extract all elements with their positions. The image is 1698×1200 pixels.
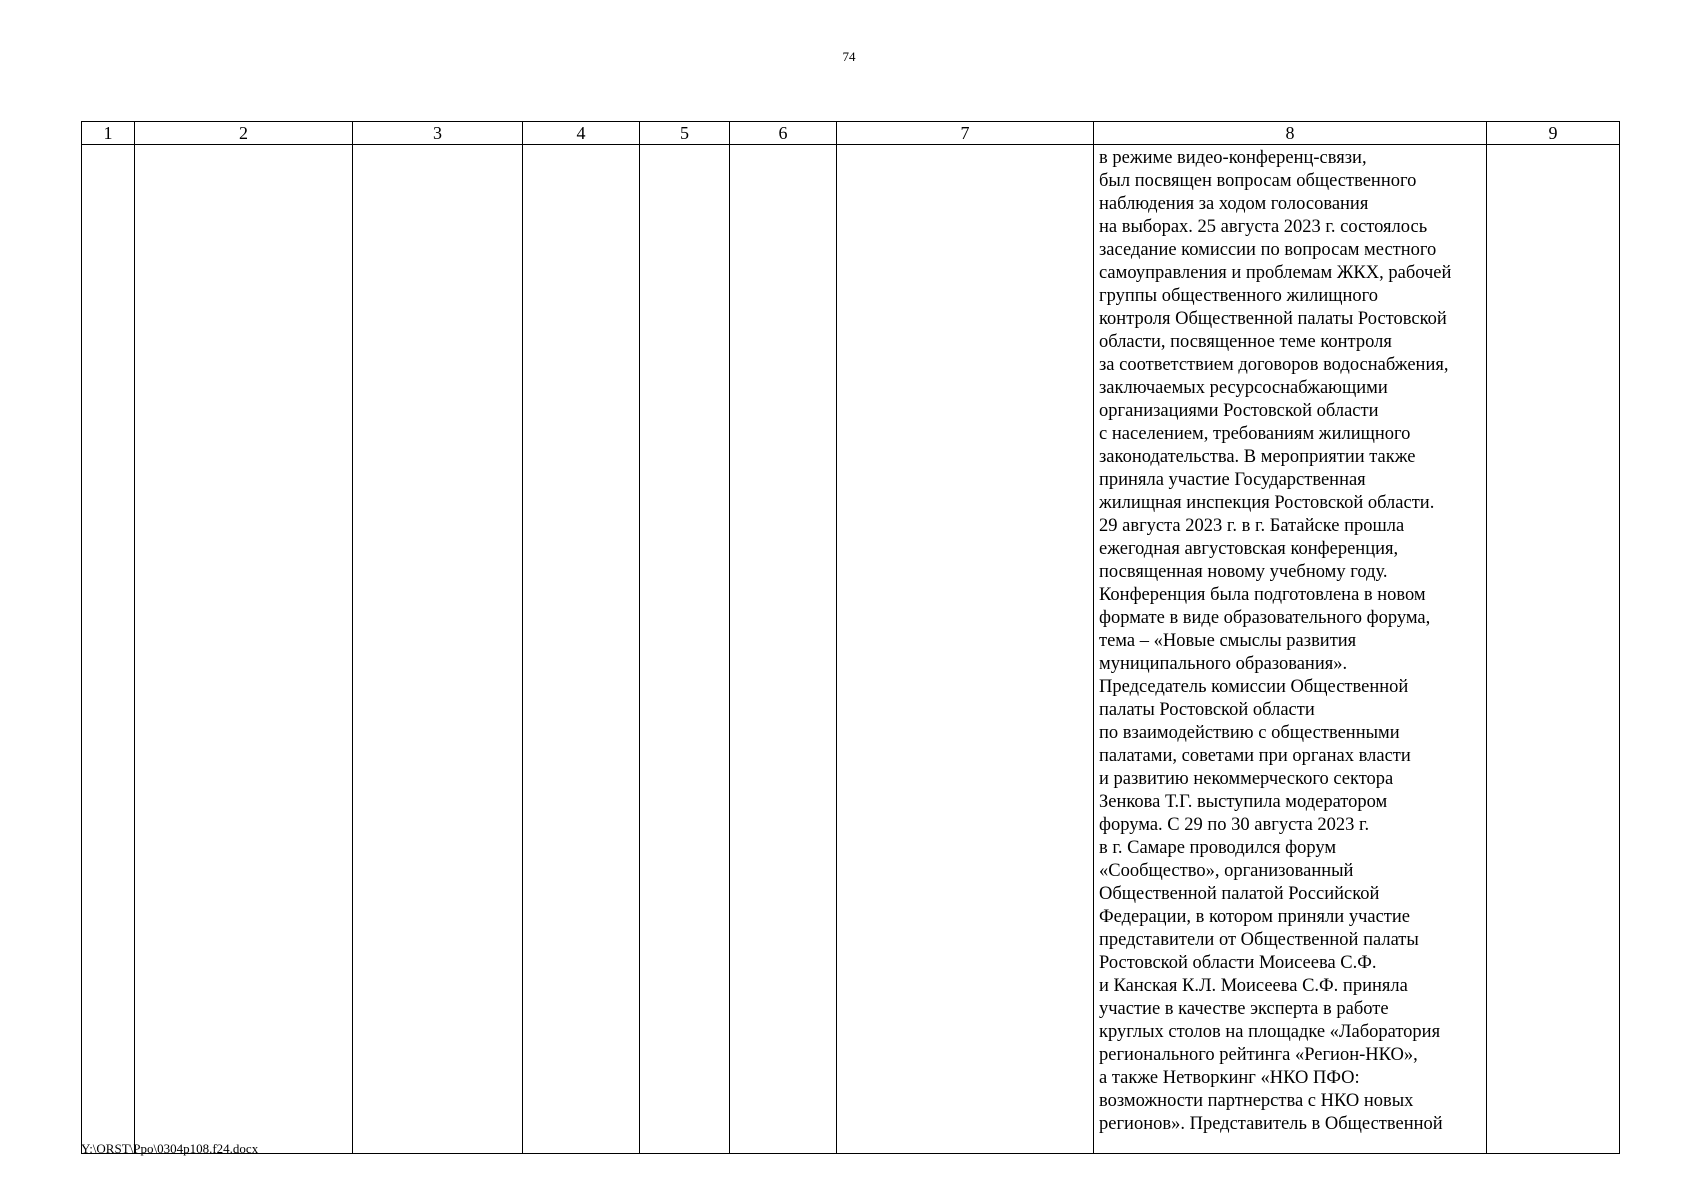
column8-text-line: и Канская К.Л. Моисеева С.Ф. приняла bbox=[1099, 976, 1408, 996]
table-cell-col4 bbox=[523, 145, 640, 1154]
column-header-8: 8 bbox=[1094, 122, 1487, 145]
column8-text-line: Зенкова Т.Г. выступила модератором bbox=[1099, 792, 1388, 812]
column8-text-line: в г. Самаре проводился форум bbox=[1099, 838, 1337, 858]
column8-text bbox=[1094, 145, 1486, 1136]
column8-text-line: посвященная новому учебному году. bbox=[1099, 562, 1388, 582]
column8-text-line: возможности партнерства с НКО новых bbox=[1099, 1091, 1414, 1111]
table-cell-col9 bbox=[1487, 145, 1620, 1154]
document-table bbox=[81, 121, 1620, 1154]
table-cell-col1 bbox=[82, 145, 135, 1154]
column8-text-line: 29 августа 2023 г. в г. Батайске прошла bbox=[1099, 516, 1405, 536]
column8-text-line: тема – «Новые смыслы развития bbox=[1099, 631, 1357, 651]
column-header-4: 4 bbox=[523, 122, 640, 145]
column-header-2: 2 bbox=[135, 122, 353, 145]
column8-text-line: на выборах. 25 августа 2023 г. состоялось bbox=[1099, 217, 1428, 237]
column8-text-line: Ростовской области Моисеева С.Ф. bbox=[1099, 953, 1377, 973]
column8-text-line: представители от Общественной палаты bbox=[1099, 930, 1419, 950]
table-cell-col3 bbox=[353, 145, 523, 1154]
column8-text-line: был посвящен вопросам общественного bbox=[1099, 171, 1417, 191]
column8-text-line: а также Нетворкинг «НКО ПФО: bbox=[1099, 1068, 1360, 1088]
column8-text-line: по взаимодействию с общественными bbox=[1099, 723, 1400, 743]
column8-text-line: Федерации, в котором приняли участие bbox=[1099, 907, 1410, 927]
column8-text-line: за соответствием договоров водоснабжения, bbox=[1099, 355, 1449, 375]
column8-text-line: и развитию некоммерческого сектора bbox=[1099, 769, 1394, 789]
column8-text-line: регионального рейтинга «Регион-НКО», bbox=[1099, 1045, 1418, 1065]
column8-text-line: заключаемых ресурсоснабжающими bbox=[1099, 378, 1388, 398]
column8-text-line: «Сообщество», организованный bbox=[1099, 861, 1354, 881]
column8-text-line: регионов». Представитель в Общественной bbox=[1099, 1114, 1443, 1134]
column8-text-line: области, посвященное теме контроля bbox=[1099, 332, 1392, 352]
column8-text-line: контроля Общественной палаты Ростовской bbox=[1099, 309, 1447, 329]
column8-text-line: жилищная инспекция Ростовской области. bbox=[1099, 493, 1435, 513]
table-cell-col7 bbox=[837, 145, 1094, 1154]
table-cell-col2 bbox=[135, 145, 353, 1154]
column-header-6: 6 bbox=[730, 122, 837, 145]
column8-text-line: группы общественного жилищного bbox=[1099, 286, 1379, 306]
table-cell-col8 bbox=[1094, 145, 1487, 1154]
column8-text-line: с населением, требованиям жилищного bbox=[1099, 424, 1411, 444]
column8-text-line: законодательства. В мероприятии также bbox=[1099, 447, 1416, 467]
column8-text-line: формате в виде образовательного форума, bbox=[1099, 608, 1431, 628]
table-cell-col5 bbox=[640, 145, 730, 1154]
column8-text-line: палаты Ростовской области bbox=[1099, 700, 1315, 720]
column8-text-line: Конференция была подготовлена в новом bbox=[1099, 585, 1426, 605]
column8-text-line: палатами, советами при органах власти bbox=[1099, 746, 1411, 766]
column-header-5: 5 bbox=[640, 122, 730, 145]
column8-text-line: в режиме видео-конференц-связи, bbox=[1099, 148, 1367, 168]
column8-text-line: ежегодная августовская конференция, bbox=[1099, 539, 1399, 559]
column8-text-line: организациями Ростовской области bbox=[1099, 401, 1379, 421]
column8-text-line: круглых столов на площадке «Лаборатория bbox=[1099, 1022, 1441, 1042]
column8-text-line: муниципального образования». bbox=[1099, 654, 1348, 674]
column8-text-line: заседание комиссии по вопросам местного bbox=[1099, 240, 1437, 260]
column-header-9: 9 bbox=[1487, 122, 1620, 145]
column-header-3: 3 bbox=[353, 122, 523, 145]
table-header bbox=[82, 122, 1620, 145]
column8-text-line: приняла участие Государственная bbox=[1099, 470, 1366, 490]
column-header-7: 7 bbox=[837, 122, 1094, 145]
column8-text-line: форума. С 29 по 30 августа 2023 г. bbox=[1099, 815, 1370, 835]
header-row bbox=[82, 122, 1620, 145]
table-cell-col6 bbox=[730, 145, 837, 1154]
column8-text-line: самоуправления и проблемам ЖКХ, рабочей bbox=[1099, 263, 1452, 283]
table-row bbox=[82, 145, 1620, 1154]
page-number: 74 bbox=[842, 49, 856, 64]
column8-text-line: наблюдения за ходом голосования bbox=[1099, 194, 1369, 214]
column8-text-line: Председатель комиссии Общественной bbox=[1099, 677, 1409, 697]
footer-file-path: Y:\ORST\Ppo\0304p108.f24.docx bbox=[81, 1141, 259, 1156]
column8-text-line: Общественной палатой Российской bbox=[1099, 884, 1380, 904]
column-header-1: 1 bbox=[82, 122, 135, 145]
column8-text-line: участие в качестве эксперта в работе bbox=[1099, 999, 1389, 1019]
